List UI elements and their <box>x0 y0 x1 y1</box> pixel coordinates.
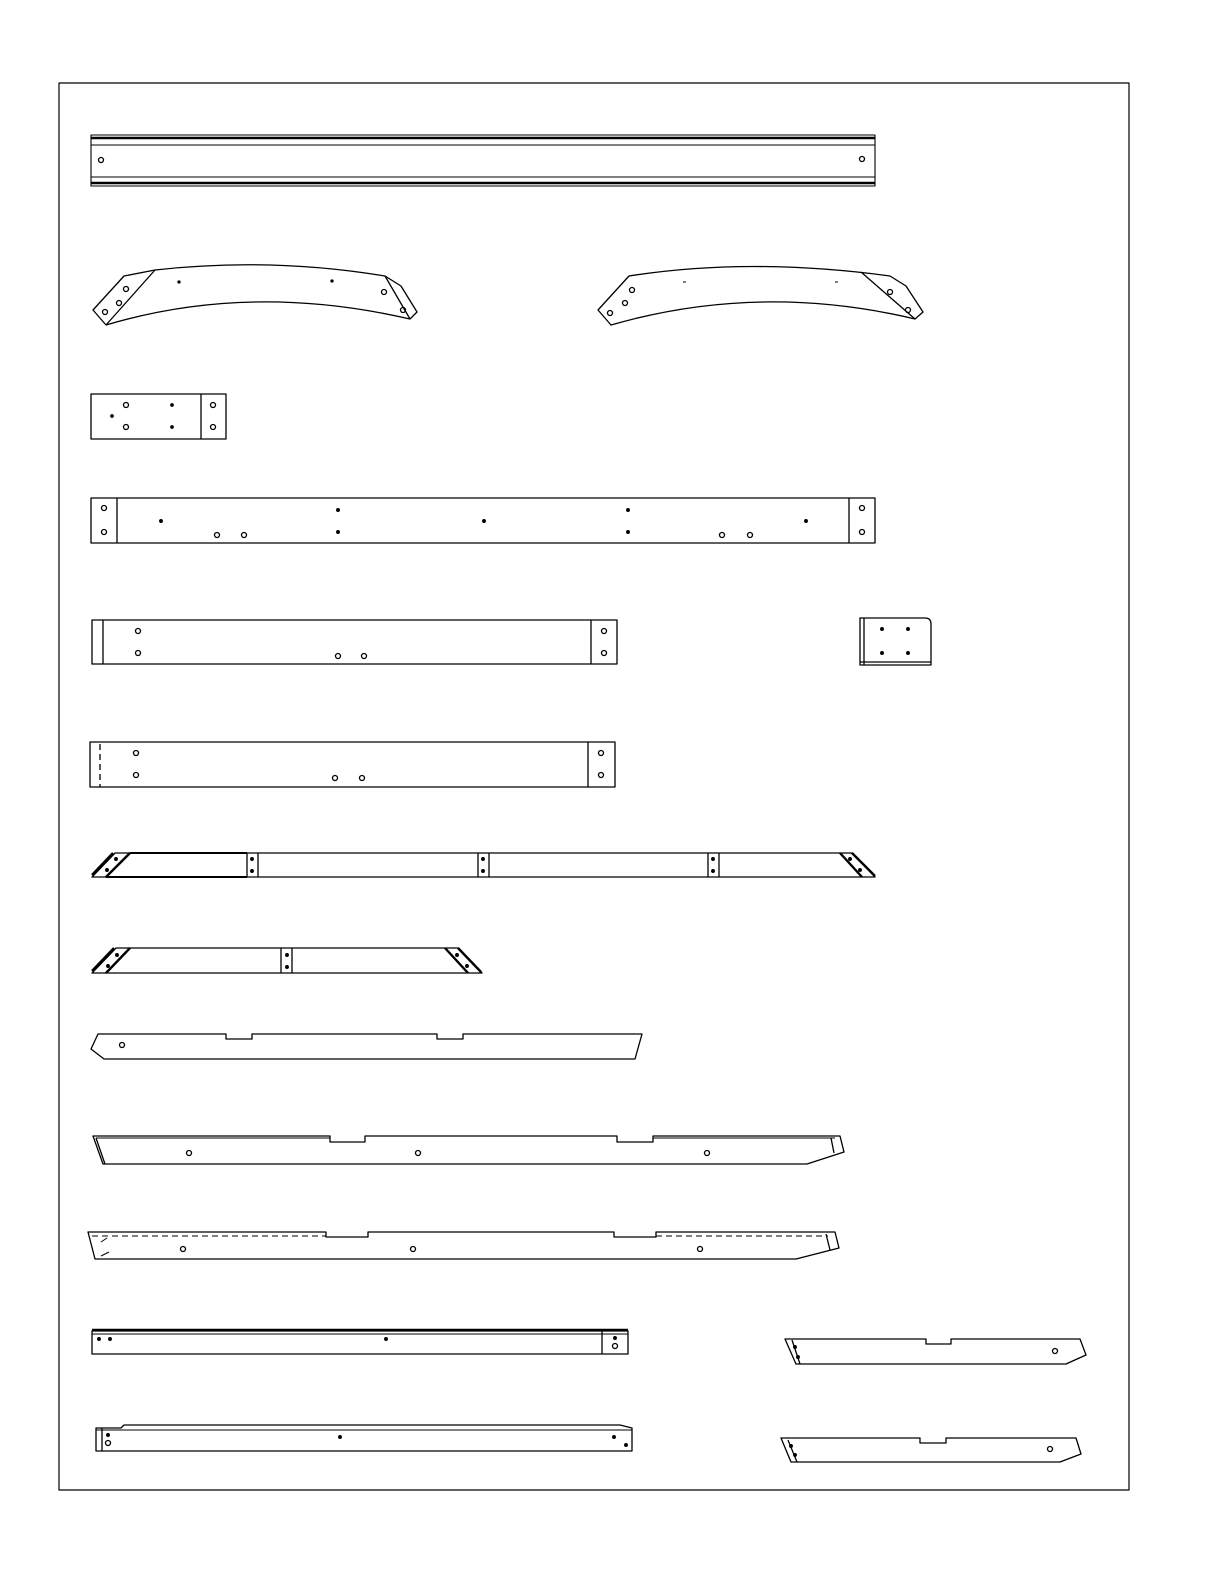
long-flat-slat-1 <box>92 1330 628 1354</box>
curved-rafter-left <box>93 265 417 325</box>
notched-rail-1 <box>91 1034 642 1059</box>
short-mounting-plate <box>91 394 226 439</box>
notched-rail-2 <box>93 1136 844 1164</box>
medium-board-a <box>92 620 617 664</box>
curved-rafter-right <box>598 267 923 326</box>
medium-board-b <box>90 742 615 787</box>
long-drilled-beam <box>91 498 875 543</box>
short-notched-rail-2 <box>781 1438 1081 1462</box>
long-mitered-strip <box>92 853 875 877</box>
long-flat-slat-2 <box>96 1425 632 1451</box>
long-channel-beam <box>91 135 875 186</box>
notched-rail-3 <box>88 1232 839 1259</box>
small-bracket-block <box>860 618 931 665</box>
short-notched-rail-1 <box>785 1339 1086 1364</box>
short-mitered-strip <box>92 948 482 973</box>
